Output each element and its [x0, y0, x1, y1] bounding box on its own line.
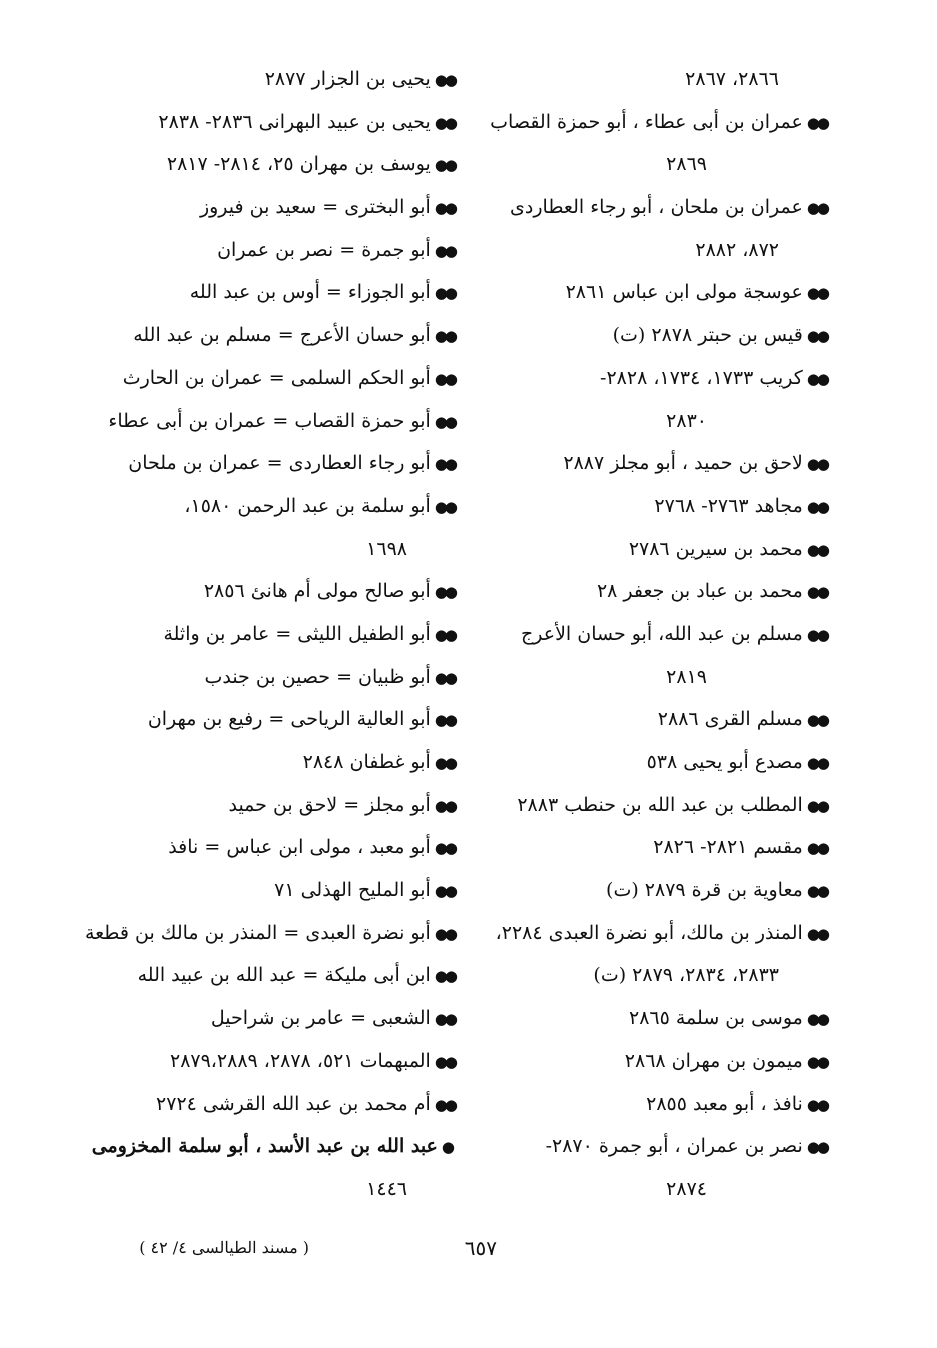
- index-entry: [497, 357, 827, 400]
- entry-text: ٢٨٦٦، ٢٨٦٧: [685, 68, 779, 90]
- entry-text: أبو غطفان ٢٨٤٨: [302, 751, 431, 773]
- index-entry: [95, 186, 455, 229]
- bullet-icon: ●●: [806, 711, 827, 730]
- index-entry: [95, 656, 455, 699]
- entry-text: نصر بن عمران ، أبو جمرة ٢٨٧٠-: [545, 1135, 803, 1158]
- index-entry-continuation: [497, 400, 827, 443]
- index-entry: [497, 1083, 827, 1126]
- entry-text: أم محمد بن عبد الله القرشى ٢٧٢٤: [156, 1092, 431, 1115]
- index-entry: [95, 784, 455, 827]
- index-entry: [95, 570, 455, 613]
- bullet-icon: ●●: [434, 1052, 455, 1071]
- page-number: ٦٥٧: [464, 1236, 497, 1260]
- bullet-icon: ●●: [434, 455, 455, 474]
- bullet-icon: ●●: [806, 754, 827, 772]
- entry-text: مقسم ٢٨٢١- ٢٨٢٦: [653, 836, 803, 859]
- index-entry: [497, 912, 827, 955]
- bullet-icon: ●●: [434, 839, 455, 858]
- bullet-icon: ●●: [806, 1138, 827, 1157]
- entry-text: محمد بن سيرين ٢٧٨٦: [628, 537, 803, 560]
- index-entry-continuation: [497, 1168, 827, 1211]
- entry-text: مسلم بن عبد الله، أبو حسان الأعرج: [521, 622, 803, 645]
- entry-text: يوسف بن مهران ٢٥، ٢٨١٤- ٢٨١٧: [166, 153, 431, 176]
- bullet-icon: ●●: [434, 412, 455, 431]
- entry-text: مجاهد ٢٧٦٣- ٢٧٦٨: [654, 494, 803, 517]
- index-entry: [91, 1125, 455, 1168]
- index-entry-continuation: [95, 1168, 455, 1211]
- entry-text: أبو سلمة بن عبد الرحمن ١٥٨٠،: [184, 494, 431, 517]
- entry-text: مصدع أبو يحيى ٥٣٨: [646, 751, 803, 773]
- entry-text: أبو صالح مولى أم هانئ ٢٨٥٦: [203, 580, 431, 603]
- bullet-icon: ●●: [806, 882, 827, 901]
- index-entry: [95, 698, 455, 741]
- bullet-icon: ●●: [806, 1052, 827, 1071]
- bullet-icon: ●●: [434, 967, 455, 986]
- index-entry: [95, 485, 455, 528]
- entry-text: معاوية بن قرة ٢٨٧٩ (ت): [606, 879, 803, 902]
- entry-text: كريب ١٧٣٣، ١٧٣٤، ٢٨٢٨-: [600, 366, 803, 389]
- entry-text: أبو مجلز = لاحق بن حميد: [228, 793, 431, 816]
- index-entry: [497, 314, 827, 357]
- index-entry: [497, 826, 827, 869]
- index-entry-continuation: [95, 528, 455, 571]
- entry-text: ٢٨٣٣، ٢٨٣٤، ٢٨٧٩ (ت): [593, 964, 779, 987]
- entry-text: ١٦٩٨: [366, 537, 407, 560]
- bullet-icon: ●●: [434, 711, 455, 730]
- index-entry: [497, 997, 827, 1040]
- index-entry: [95, 143, 455, 186]
- index-entry: [497, 442, 827, 485]
- index-entry: [95, 229, 455, 272]
- entry-text: ٨٧٢، ٢٨٨٢: [695, 238, 779, 261]
- bullet-icon: ●●: [806, 924, 827, 943]
- bullet-icon: ●●: [434, 71, 455, 89]
- entry-text: أبو البخترى = سعيد بن فيروز: [199, 196, 431, 219]
- index-entry-continuation: [497, 954, 827, 997]
- entry-text: قيس بن حبتر ٢٨٧٨ (ت): [612, 324, 803, 347]
- entry-text: أبو المليح الهذلى ٧١: [274, 879, 431, 902]
- index-entry: [95, 869, 455, 912]
- entry-text: ٢٨٦٩: [666, 153, 707, 176]
- entry-text: أبو حسان الأعرج = مسلم بن عبد الله: [133, 324, 431, 347]
- bullet-icon: ●●: [434, 241, 455, 260]
- entry-text: نافذ ، أبو معبد ٢٨٥٥: [646, 1092, 803, 1115]
- entry-text: يحيى بن الجزار ٢٨٧٧: [264, 68, 431, 90]
- index-entry: [95, 314, 455, 357]
- entry-text: يحيى بن عبيد البهرانى ٢٨٣٦- ٢٨٣٨: [158, 110, 431, 133]
- bullet-icon: ●●: [806, 1095, 827, 1114]
- entry-text: عوسجة مولى ابن عباس ٢٨٦١: [565, 281, 803, 304]
- index-entry: [497, 570, 827, 613]
- index-entry: [95, 741, 455, 784]
- entry-text: أبو نضرة العبدى = المنذر بن مالك بن قطعة: [84, 921, 431, 944]
- bullet-icon: ●●: [434, 668, 455, 687]
- entry-text: أبو العالية الرياحى = رفيع بن مهران: [147, 708, 431, 731]
- entry-text: مسلم القرى ٢٨٨٦: [657, 708, 803, 731]
- entry-text: الشعبى = عامر بن شراحيل: [210, 1007, 431, 1030]
- entry-text: أبو معبد ، مولى ابن عباس = نافذ: [168, 836, 431, 859]
- index-entry: [497, 1040, 827, 1083]
- entry-text: موسى بن سلمة ٢٨٦٥: [628, 1007, 803, 1030]
- bullet-icon: ●●: [806, 796, 827, 815]
- index-entry: [497, 485, 827, 528]
- index-entry: [95, 442, 455, 485]
- index-entry: [497, 528, 827, 571]
- bullet-icon: ●●: [806, 455, 827, 474]
- index-entry: [84, 912, 455, 955]
- bullet-icon: ●●: [434, 327, 455, 346]
- index-entry: [95, 101, 455, 144]
- index-entry: [497, 698, 827, 741]
- entry-text: أبو رجاء العطاردى = عمران بن ملحان: [128, 452, 431, 475]
- index-entry: [490, 101, 827, 144]
- index-entry-continuation: [497, 143, 827, 186]
- right-index-column: [490, 58, 827, 1211]
- entry-text: محمد بن عباد بن جعفر ٢٨: [596, 580, 803, 603]
- bullet-icon: ●●: [434, 1095, 455, 1114]
- entry-text: ميمون بن مهران ٢٨٦٨: [624, 1049, 803, 1072]
- bullet-icon: ●●: [434, 754, 455, 772]
- bullet-icon: ●●: [806, 284, 827, 303]
- index-entry: [95, 58, 455, 101]
- bullet-icon: ●●: [806, 1010, 827, 1029]
- entry-text: ابن أبى مليكة = عبد الله بن عبيد الله: [137, 964, 431, 987]
- index-entry: [95, 997, 455, 1040]
- index-entry: [497, 271, 827, 314]
- entry-text: أبو الحكم السلمى = عمران بن الحارث: [122, 366, 431, 389]
- bullet-icon: ●●: [434, 796, 455, 815]
- index-entry: [497, 613, 827, 656]
- entry-text: أبو الطفيل الليثى = عامر بن واثلة: [163, 622, 431, 645]
- bullet-icon: ●●: [434, 583, 455, 602]
- entry-text: لاحق بن حميد ، أبو مجلز ٢٨٨٧: [563, 452, 803, 475]
- index-entry: [95, 271, 455, 314]
- entry-text: أبو الجوزاء = أوس بن عبد الله: [189, 281, 431, 304]
- entry-text: أبو جمرة = نصر بن عمران: [217, 238, 431, 261]
- bullet-icon: ●: [441, 1138, 455, 1157]
- bullet-icon: ●●: [806, 540, 827, 559]
- bullet-icon: ●●: [806, 839, 827, 858]
- bullet-icon: ●●: [434, 625, 455, 644]
- bullet-icon: ●●: [434, 156, 455, 175]
- bullet-icon: ●●: [434, 882, 455, 901]
- bullet-icon: ●●: [434, 497, 455, 516]
- bullet-icon: ●●: [434, 199, 455, 218]
- index-entry-continuation: [497, 656, 827, 699]
- entry-text: عمران بن ملحان ، أبو رجاء العطاردى: [510, 196, 803, 219]
- entry-text: أبو حمزة القصاب = عمران بن أبى عطاء: [108, 409, 431, 432]
- index-entry: [497, 784, 827, 827]
- index-entry: [95, 954, 455, 997]
- bullet-icon: ●●: [806, 113, 827, 132]
- bullet-icon: ●●: [434, 284, 455, 303]
- entry-text: أبو ظبيان = حصين بن جندب: [204, 665, 431, 688]
- index-entry: [497, 741, 827, 784]
- index-entry: [95, 826, 455, 869]
- index-entry: [95, 400, 455, 443]
- bullet-icon: ●●: [434, 924, 455, 943]
- entry-text: ٢٨٣٠: [666, 409, 707, 432]
- bullet-icon: ●●: [806, 625, 827, 644]
- index-entry: [95, 1083, 455, 1126]
- index-entry: [497, 869, 827, 912]
- left-index-column: [84, 58, 455, 1211]
- entry-text: ٢٨١٩: [666, 665, 707, 688]
- entry-text: المبهمات ٥٢١، ٢٨٧٨، ٢٨٧٩،٢٨٨٩: [169, 1049, 431, 1072]
- index-entry: [95, 613, 455, 656]
- entry-text: عمران بن أبى عطاء ، أبو حمزة القصاب: [490, 110, 803, 133]
- index-entry-continuation: [497, 229, 827, 272]
- bullet-icon: ●●: [806, 369, 827, 388]
- bullet-icon: ●●: [806, 199, 827, 218]
- index-entry: [95, 357, 455, 400]
- index-entry: [95, 1040, 455, 1083]
- entry-text: المنذر بن مالك، أبو نضرة العبدى ٢٢٨٤،: [495, 921, 803, 944]
- bullet-icon: ●●: [434, 369, 455, 388]
- index-entry: [497, 186, 827, 229]
- page-footer: [0, 1236, 937, 1266]
- bullet-icon: ●●: [806, 327, 827, 346]
- bullet-icon: ●●: [434, 1010, 455, 1029]
- entry-text: ١٤٤٦: [366, 1177, 407, 1200]
- bullet-icon: ●●: [806, 583, 827, 602]
- index-entry: [497, 1125, 827, 1168]
- index-entry-continuation: [497, 58, 827, 101]
- bullet-icon: ●●: [434, 113, 455, 132]
- entry-text: عبد الله بن عبد الأسد ، أبو سلمة المخزومى: [91, 1135, 438, 1158]
- entry-text: المطلب بن عبد الله بن حنطب ٢٨٨٣: [517, 793, 803, 816]
- bullet-icon: ●●: [806, 497, 827, 516]
- source-reference: ( مسند الطيالسى ٤/ ٤٢ ): [139, 1238, 309, 1257]
- entry-text: ٢٨٧٤: [666, 1177, 707, 1200]
